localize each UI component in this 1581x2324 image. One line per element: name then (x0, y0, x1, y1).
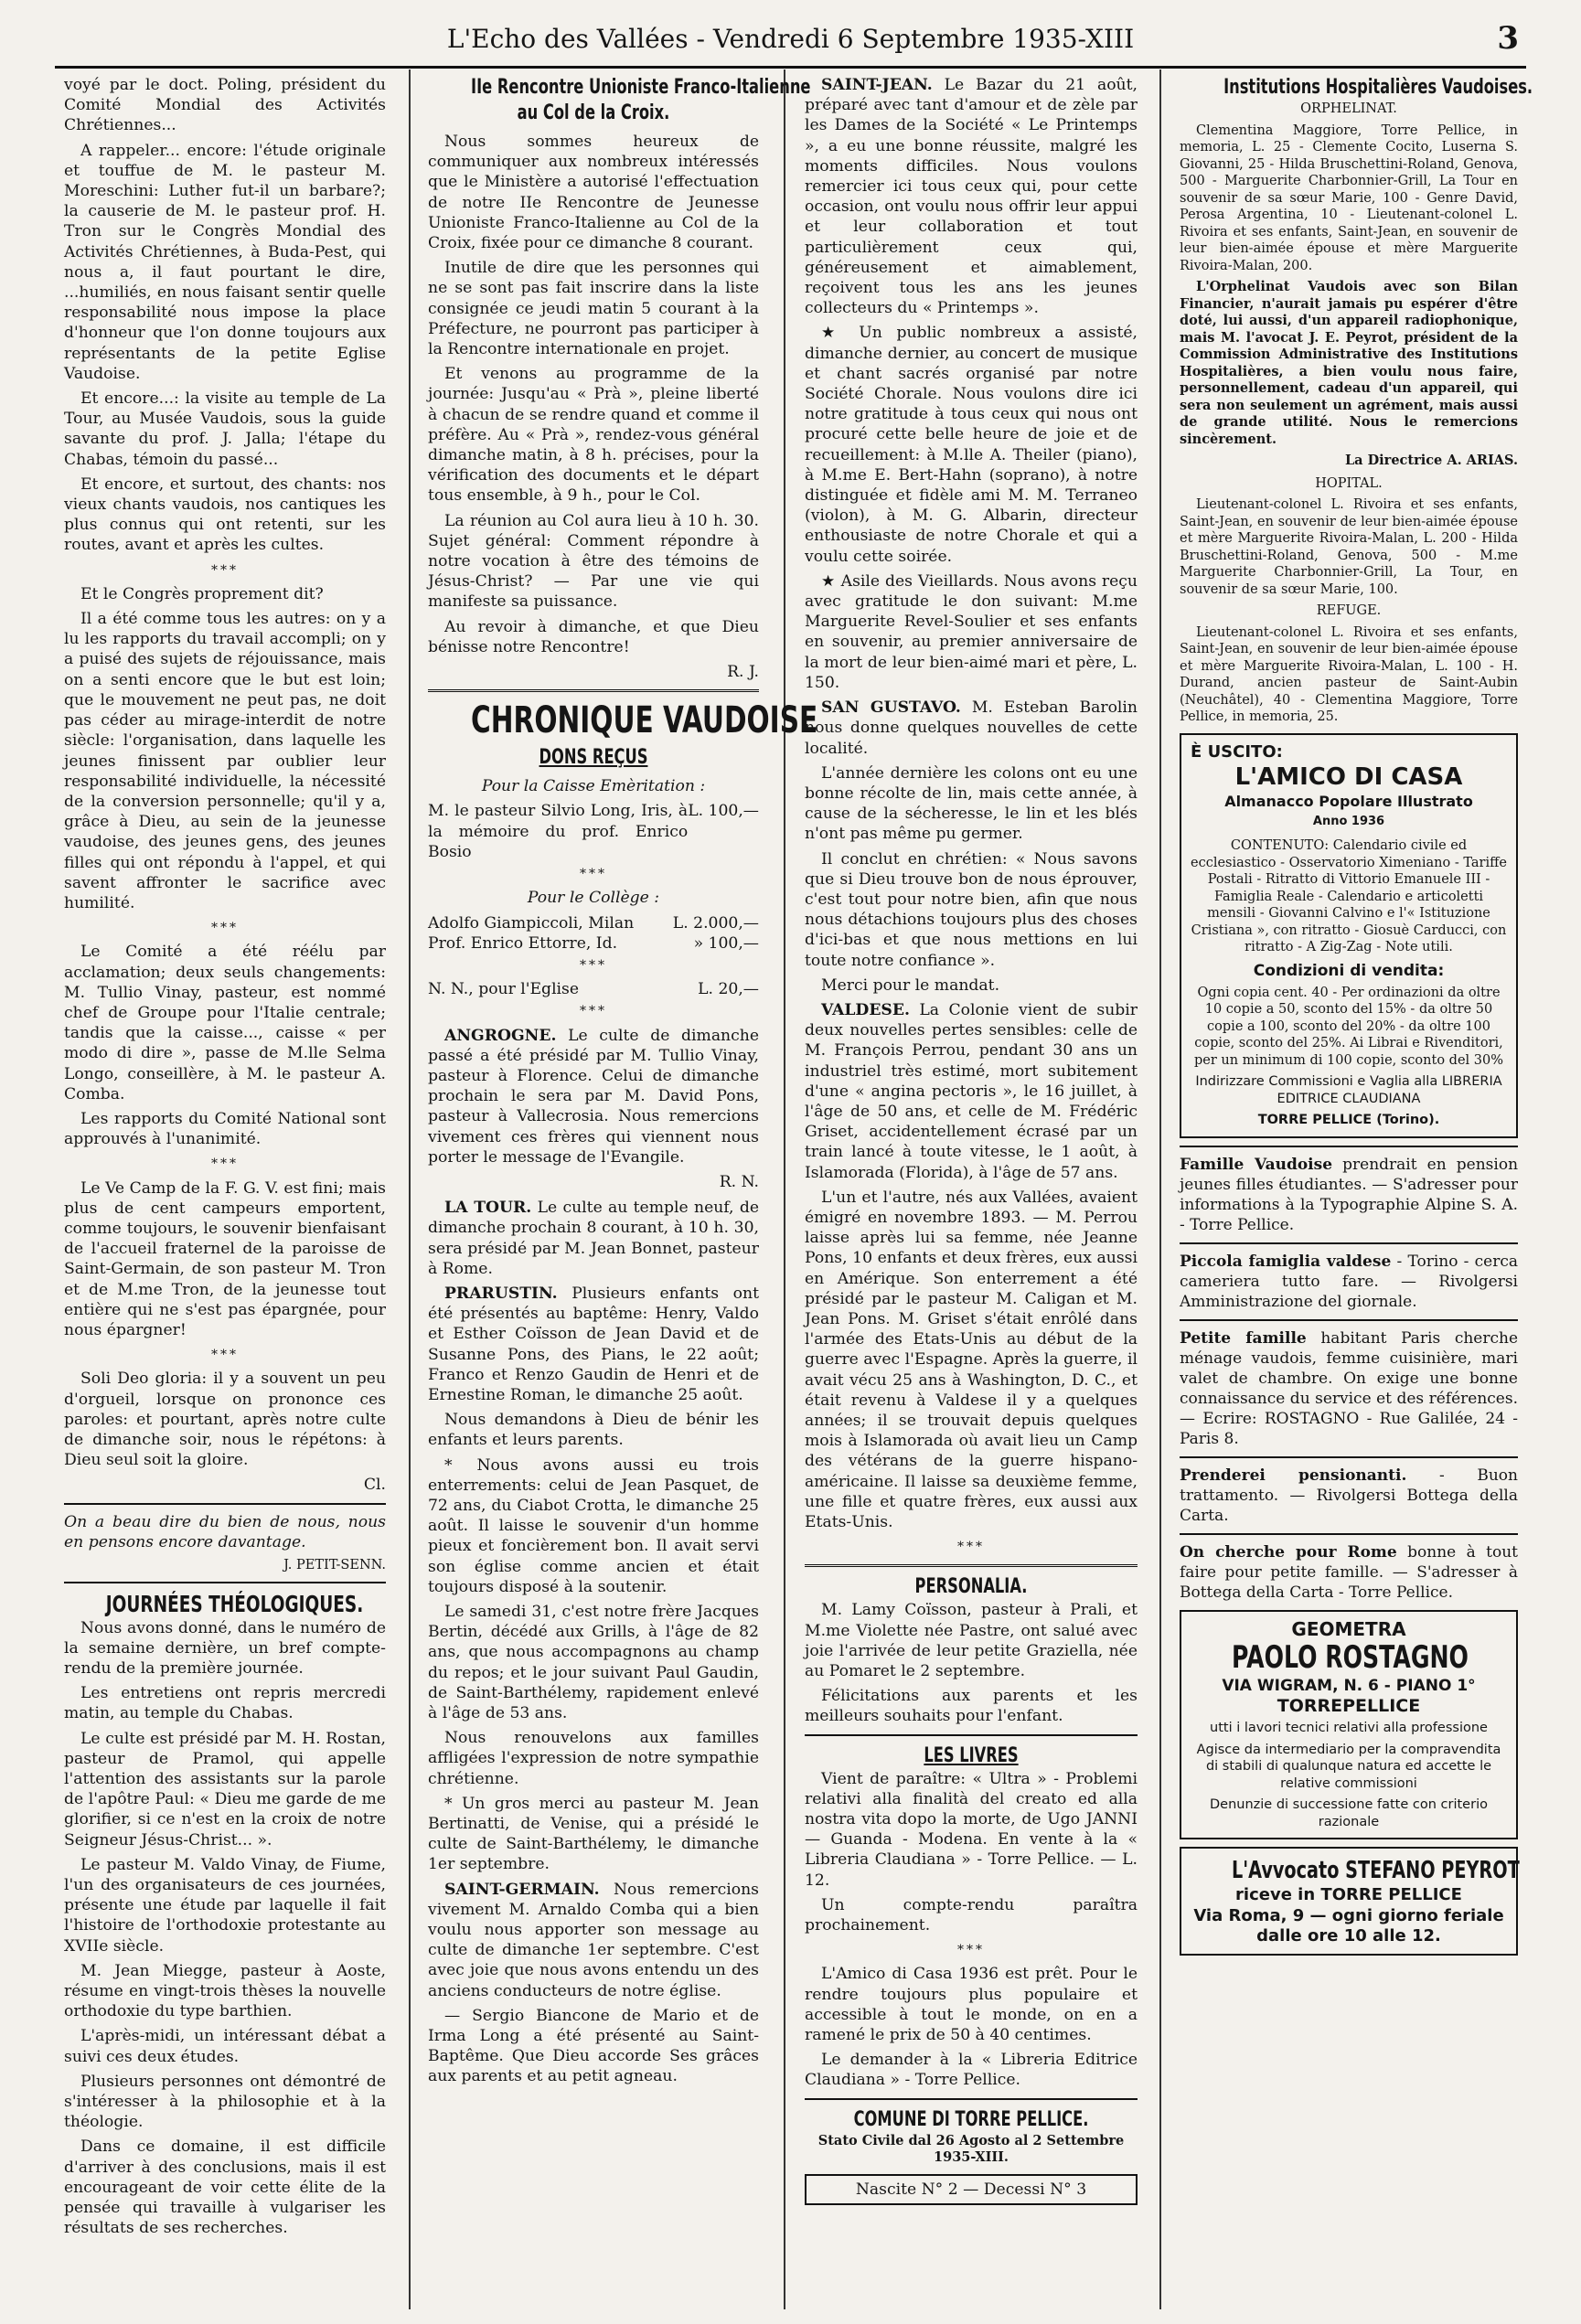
signature: Cl. (363, 1476, 386, 1495)
paragraph-text: Le culte de dimanche passé a été présidé par M. Tullio Vinay, pasteur à Florence. Celui de dimanche prochain le sera par M. David Pons, pasteur à Vallecrosia. Nous remercions vivement ces frères qui viennent nous porter le message de l'Evangile. (428, 1026, 759, 1167)
column-rule-1 (409, 69, 411, 2309)
paragraph: — Sergio Biancone de Mario et de Irma Long a été présenté au Saint-Baptême. Que Dieu accorde Ses grâces aux parents et au petit agneau. (428, 2006, 759, 2086)
paragraph-text: Nous remercions vivement M. Arnaldo Comba qui a bien voulu nous apporter son message au culte de dimanche 1er septembre. C'est avec joie que nous avons entendu un des anciens conducteurs de notre église. (428, 1880, 759, 2000)
ad-conditions: Ogni copia cent. 40 - Per ordinazioni da oltre 10 copie a 50, sconto del 15% - da oltre 50 copie a 100, sconto del 20% - da oltre 100 copie, sconto del 25%. Ai Librai e Rivenditori, per un minimum di 100 copie, sconto del 30% (1193, 985, 1504, 1068)
paragraph: Plusieurs personnes ont démontré de s'intéresser à la philosophie et à la théologie. (64, 2072, 386, 2132)
column-rule-2 (784, 69, 785, 2309)
paragraph: Le culte est présidé par M. H. Rostan, pasteur de Pramol, qui appelle l'attention des assistants sur la parole de l'apôtre Paul: « Dieu me garde de me glorifier, si ce n'est en la croix de notre Seigneur Jésus-Christ... ». (64, 1729, 386, 1850)
paragraph: Nous renouvelons aux familles affligées l'expression de notre sympathie chrétienne. (428, 1729, 759, 1788)
paragraph: Clementina Maggiore, Torre Pellice, in memoria, L. 25 - Clemente Cocito, Luserna S. Giovanni, 25 - Hilda Bruschettini-Roland, Genova, 500 - Marguerite Charbonnier-Grill, La Tour en souvenir de sa sœur Marie, 100 - Genre David, Perosa Argentina, 10 - Lieutenant-colonel L. Rivoira et ses enfants, Saint-Jean, en souvenir de leur bien-aimée épouse et mère Marguerite Rivoira-Malan, 200. (1180, 123, 1518, 273)
paragraph (805, 75, 1138, 318)
divider (805, 2098, 1138, 2100)
paragraph: Nous demandons à Dieu de bénir les enfants et leurs parents. (428, 1411, 759, 1450)
ad-line: Via Roma, 9 — ogni giorno feriale (1193, 1905, 1504, 1925)
don-row (428, 801, 759, 862)
section-title-institutions: Institutions Hospitalières Vaudoises. (1223, 76, 1533, 99)
paragraph: ★ Asile des Vieillards. Nous avons reçu avec gratitude le don suivant: M.me Marguerite Revel-Soulier et ses enfants en souvenir, au premier anniversaire de la mort de leur bien-aimé mari et père, L. 150. (805, 571, 1138, 692)
separator-stars: *** (580, 867, 607, 882)
classified-head: Prenderei pensionanti. (1180, 1466, 1407, 1485)
don-name: Prof. Enrico Ettorre, Id. (428, 933, 618, 953)
paragraph-text: M. Esteban Barolin nous donne quelques nouvelles de cette localité. (805, 698, 1138, 758)
divider (64, 1503, 386, 1505)
masthead (55, 18, 1526, 64)
subhead: ORPHELINAT. (1300, 101, 1397, 116)
paragraph: Lieutenant-colonel L. Rivoira et ses enfants, Saint-Jean, en souvenir de leur bien-aimée épouse et mère Marguerite Rivoira-Malan, L. 100 - H. Durand, ancien pasteur de Saint-Aubin (Neuchâtel), 40 - Clementina Maggiore, Torre Pellice, in memoria, 25. (1180, 624, 1518, 724)
amico-di-casa-ad (1180, 733, 1518, 1138)
section-title-comune: COMUNE DI TORRE PELLICE. (853, 2107, 1089, 2131)
paragraph: L'un et l'autre, nés aux Vallées, avaient émigré en novembre 1893. — M. Perrou laisse après lui sa femme, née Jeanne Pons, 10 enfants et deux frères, eux aussi en Amérique. Son enterrement a été présidé par le pasteur M. Caligan et M. Jean Pons. M. Griset s'était enrôlé dans l'armée des Etats-Unis au début de la guerre avec l'Espagne. Après la guerre, il avait vécu 25 ans à Washington, D. C., et était revenu à Valdese il y a quelques années; il se trouvait depuis quelques mois à Islamorada où avait lieu un Camp des vétérans de la guerre hispano-américaine. Il laisse sa deuxième femme, une fille et quatre frères, eux aussi aux Etats-Unis. (805, 1188, 1138, 1532)
section-subtitle-rencontre: au Col de la Croix. (517, 101, 670, 124)
separator-stars: *** (211, 1348, 239, 1363)
paragraph: Lieutenant-colonel L. Rivoira et ses enfants, Saint-Jean, en souvenir de leur bien-aimée épouse et mère Marguerite Rivoira-Malan, L. 200 - Hilda Bruschettini-Roland, Genova, 500 - M.me Marguerite Charbonnier-Grill, La Tour, en souvenir de sa sœur Marie, 100. (1180, 497, 1518, 597)
divider (1180, 1319, 1518, 1321)
paragraph: * Un gros merci au pasteur M. Jean Bertinatti, de Venise, qui a présidé le culte de Saint-Barthélemy, le dimanche 1er septembre. (428, 1794, 759, 1874)
paragraph: L'année dernière les colons ont eu une bonne récolte de lin, mais cette année, à cause de la sécheresse, le lin et les blés n'ont pas même pu germer. (805, 763, 1138, 844)
place-heading: SAN GUSTAVO. (821, 698, 961, 718)
paragraph: Le Comité a été réélu par acclamation; deux seuls changements: M. Tullio Vinay, pasteur, est nommé chef de Groupe pour l'Italie centrale; tandis que la caisse..., caisse « per modo di dire », passe de M.lle Selma Longo, conseillère, à M. le pasteur A. Comba. (64, 943, 386, 1103)
column-1 (64, 75, 386, 2306)
section-title-dons: DONS REÇUS (539, 746, 648, 770)
paragraph: Les rapports du Comité National sont approuvés à l'unanimité. (64, 1109, 386, 1149)
comune-subtitle: Stato Civile dal 26 Agosto al 2 Settembre 1935-XIII. (817, 2132, 1125, 2166)
masthead-title: L'Echo des Vallées - Vendredi 6 Septembre 1935-XIII (446, 24, 1135, 54)
paragraph: M. Jean Miegge, pasteur à Aoste, résume en vingt-trois thèses la nouvelle orthodoxie du type barthien. (64, 1961, 386, 2021)
separator-stars: *** (211, 921, 239, 936)
place-heading: SAINT-JEAN. (821, 76, 933, 94)
don-amount: L. 20,— (698, 980, 759, 999)
paragraph: Et encore, et surtout, des chants: nos vieux chants vaudois, nos cantiques les plus connus qui ont retenti, sur les routes, avant et après les cultes. (64, 474, 386, 555)
paragraph (428, 1284, 759, 1405)
paragraph: Le pasteur M. Valdo Vinay, de Fiume, l'un des organisateurs de ces journées, présente une étude par laquelle il fait l'histoire de l'orthodoxie protestante au XVIIe siècle. (64, 1855, 386, 1956)
masthead-rule (55, 66, 1526, 69)
dons-label: Pour la Caisse Emèritation : (481, 777, 706, 796)
paragraph: Vient de paraître: « Ultra » - Problemi relativi alla finalità del creato ed alla nostra vita dopo la morte, de Ugo JANNI — Guanda - Modena. En vente à la « Libreria Claudiana » - Torre Pellice. — L. 12. (805, 1769, 1138, 1890)
place-heading: SAINT-GERMAIN. (444, 1880, 600, 1899)
don-name: N. N., pour l'Eglise (428, 980, 580, 999)
comune-box: Nascite N° 2 — Decessi N° 3 (805, 2174, 1138, 2205)
classified-head: Famille Vaudoise (1180, 1155, 1333, 1174)
classified-head: On cherche pour Rome (1180, 1542, 1397, 1562)
paragraph: * Nous avons aussi eu trois enterrements: celui de Jean Pasquet, de 72 ans, du Ciabot Crotta, le dimanche 25 août. Il laisse le souvenir d'un homme pieux et foncièrement bon. Il avait servi son église comme ancien et était toujours disposé à la soutenir. (428, 1455, 759, 1596)
paragraph: Inutile de dire que les personnes qui ne se sont pas fait inscrire dans la liste consignée ce jeudi matin 5 courant à la Préfecture, ne pourront pas participer à la Rencontre internationale en projet. (428, 259, 759, 359)
ad-line: Denunzie di successione fatte con criterio razionale (1210, 1797, 1488, 1829)
avvocato-ad (1180, 1847, 1518, 1956)
paragraph: Un compte-rendu paraîtra prochainement. (805, 1895, 1138, 1935)
separator-stars: *** (580, 957, 607, 973)
separator-stars: *** (211, 1157, 239, 1172)
geometra-ad (1180, 1610, 1518, 1840)
section-title-chronique: CHRONIQUE VAUDOISE (471, 699, 818, 742)
paragraph-text: La Colonie vient de subir deux nouvelles pertes sensibles: celle de M. François Perrou, pendant 30 ans un industriel très estimé, mort subitement d'une « angina pectoris », le 16 juillet, à l'âge de 50 ans, et celle de M. Frédéric Griset, accidentellement écrasé par un train lancé à toute vitesse, le 1 août, à Islamorada (Florida), à l'âge de 57 ans. (805, 1000, 1138, 1182)
paragraph (428, 1198, 759, 1279)
paragraph: Le Ve Camp de la F. G. V. est fini; mais plus de cent campeurs emportent, comme toujours, le souvenir bienfaisant de l'accueil fraternel de la paroisse de Saint-Germain, de son pasteur M. Tron et de M.me Tron, de la jeunesse tout entière qui ne s'est pas épargnée, pour nous épargner! (64, 1178, 386, 1339)
classified-text: prendrait en pension jeunes filles étudiantes. — S'adresser pour informations à la Typographie Alpine S. A. - Torre Pellice. (1180, 1155, 1519, 1234)
paragraph: L'Amico di Casa 1936 est prêt. Pour le rendre toujours plus populaire et accessible à tout le monde, on en a ramené le prix de 50 à 40 centimes. (805, 1965, 1138, 2045)
paragraph: A rappeler... encore: l'étude originale et touffue de M. le pasteur M. Moreschini: Luther fut-il un barbare?; la causerie de M. le pasteur prof. H. Tron sur le Congrès Mondial des Activités Chrétiennes, à Buda-Pest, qui nous a, il faut pourtant le dire, ...humiliés, en nous faisant sentir quelle responsabilité nous impose la place d'honneur que l'on donne toujours aux représentants de la petite Eglise Vaudoise. (64, 141, 386, 383)
separator-stars: *** (211, 562, 239, 578)
don-amount: L. 2.000,— (672, 913, 759, 933)
classified-text: - Torino - cerca cameriera tutto fare. — Rivolgersi Amministrazione del giornale. (1180, 1252, 1519, 1311)
paragraph: Merci pour le mandat. (821, 975, 1000, 995)
section-title-personalia: PERSONALIA. (914, 1575, 1028, 1599)
divider (1180, 1242, 1518, 1244)
paragraph (428, 1026, 759, 1167)
subhead: HOPITAL. (1315, 475, 1383, 491)
divider (64, 1582, 386, 1583)
quote-author: J. PETIT-SENN. (283, 1558, 386, 1573)
ad-name: PAOLO ROSTAGNO (1231, 1639, 1469, 1677)
place-heading: PRARUSTIN. (444, 1284, 558, 1303)
paragraph: L'après-midi, un intéressant débat a suivi ces deux études. (64, 2027, 386, 2066)
ad-title: L'AMICO DI CASA (1234, 762, 1463, 791)
ad-subtitle: Almanacco Popolare Illustrato (1224, 792, 1473, 810)
classified-head: Piccola famiglia valdese (1180, 1252, 1392, 1271)
paragraph: Nous avons donné, dans le numéro de la semaine dernière, un bref compte-rendu de la première journée. (64, 1618, 386, 1678)
paragraph: voyé par le doct. Poling, président du Comité Mondial des Activités Chrétiennes... (64, 76, 386, 135)
separator-stars: *** (580, 1004, 607, 1019)
paragraph-text: Plusieurs enfants ont été présentés au baptême: Henry, Valdo et Esther Coïsson de Jean David et de Susanne Pons, des Pians, le 22 août; Franco et Renzo Gaudin de Henri et de Ernestine Roman, le dimanche 25 août. (428, 1284, 759, 1404)
paragraph: Nous sommes heureux de communiquer aux nombreux intéressés que le Ministère a autorisé l'effectuation de notre IIe Rencontre de Jeunesse Unioniste Franco-Italienne au Col de la Croix, fixée pour ce dimanche 8 courant. (428, 133, 759, 253)
classified-text: habitant Paris cherche ménage vaudois, femme cuisinière, mari valet de chambre. On exige une bonne connaissance du service et des références. — Ecrire: ROSTAGNO - Rue Galilée, 24 - Paris 8. (1180, 1328, 1519, 1448)
ad-line: dalle ore 10 alle 12. (1256, 1925, 1441, 1946)
ad-line: riceve in TORRE PELLICE (1235, 1885, 1462, 1905)
section-title-journees: JOURNÉES THÉOLOGIQUES. (105, 1590, 364, 1617)
classified-ad (1180, 1155, 1518, 1235)
ad-kicker: È USCITO: (1191, 741, 1283, 762)
quote: On a beau dire du bien de nous, nous en pensons encore davantage. (64, 1512, 386, 1551)
paragraph (805, 1000, 1138, 1183)
ad-address: Indirizzare Commissioni e Vaglia alla LIBRERIA EDITRICE CLAUDIANA (1195, 1074, 1502, 1106)
ad-conditions-title: Condizioni di vendita: (1253, 961, 1445, 980)
separator-stars: *** (957, 1943, 985, 1958)
ad-content: CONTENUTO: Calendario civile ed ecclesiastico - Osservatorio Ximeniano - Tariffe Postali - Ritratto di Vittorio Emanuele III - Famiglia Reale - Calendario e articoletti mensili - Giovanni Calvino e l'« Istituzione Cristiana », con ritratto - Giosuè Carducci, con ritratto - A Zig-Zag - Note utili. (1191, 838, 1507, 955)
paragraph: Le samedi 31, c'est notre frère Jacques Bertin, décédé aux Grills, à l'âge de 82 ans, que nous accompagnons au champ du repos; et le jour suivant Paul Gaudin, de Saint-Barthélemy, rapidement enlevé à l'âge de 53 ans. (428, 1603, 759, 1723)
divider (428, 689, 759, 692)
signature: R. N. (719, 1172, 759, 1191)
classified-ad (1180, 1252, 1518, 1312)
subhead: REFUGE. (1316, 603, 1382, 618)
section-title-livres: LES LIVRES (924, 1743, 1019, 1767)
column-2 (428, 75, 818, 2306)
don-row (428, 933, 759, 954)
classified-ad (1180, 1542, 1518, 1603)
paragraph (428, 1880, 759, 2001)
classified-head: Petite famille (1180, 1328, 1307, 1348)
paragraph: ★ Un public nombreux a assisté, dimanche dernier, au concert de musique et chant sacrés organisé par notre Société Chorale. Nous voulons dire ici notre gratitude à tous ceux qui nous ont procuré cette belle heure de joie et de recueillement: à M.lle A. Theiler (piano), à M.me E. Bert-Hahn (soprano), à notre distinguée et fidèle ami M. M. Terraneo (violon), à M. G. Albarin, directeur enthousiaste de notre Chorale et qui a voulu cette soirée. (805, 324, 1138, 566)
classified-text: bonne à tout faire pour petite famille. — S'adresser à Bottega della Carta - Torre Pellice. (1180, 1542, 1518, 1602)
place-heading: LA TOUR. (444, 1199, 532, 1218)
divider (805, 1564, 1138, 1567)
don-amount: L. 100,— (688, 802, 759, 821)
page-number: 3 (1497, 20, 1519, 57)
paragraph: Le demander à la « Libreria Editrice Claudiana » - Torre Pellice. (805, 2051, 1138, 2090)
paragraph: L'Orphelinat Vaudois avec son Bilan Financier, n'aurait jamais pu espérer d'être doté, lui aussi, d'un appareil radiophonique, mais M. l'avocat J. E. Peyrot, président de la Commission Administrative des Institutions Hospitalières, a bien voulu nous faire, personnellement, cadeau d'un appareil, qui sera non seulement un agrément, mais aussi de grande utilité. Nous le remercions sincèrement. (1180, 279, 1518, 447)
paragraph: Il conclut en chrétien: « Nous savons que si Dieu trouve bon de nous éprouver, c'est tout pour notre bien, afin que nous nous détachions toujours plus des choses d'ici-bas et que nous mettions en lui toute notre confiance ». (805, 849, 1138, 970)
signature: R. J. (727, 663, 759, 682)
ad-line: Agisce da intermediario per la compravendita di stabili di qualunque natura ed accette le relative commissioni (1196, 1742, 1501, 1791)
classified-ad (1180, 1328, 1518, 1449)
don-row (428, 913, 759, 933)
ad-address-city: TORRE PELLICE (Torino). (1257, 1113, 1440, 1128)
classified-text: - Buon trattamento. — Rivolgersi Bottega della Carta. (1180, 1466, 1518, 1525)
divider (1180, 1456, 1518, 1458)
paragraph-text: Le culte au temple neuf, de dimanche prochain 8 courant, à 10 h. 30, sera présidé par M. Jean Bonnet, pasteur à Rome. (428, 1199, 759, 1278)
paragraph: Il a été comme tous les autres: on y a lu les rapports du travail accompli; on y a puisé des sujets de réjouissance, mais on a senti encore que le but est loin; que le mouvement ne peut pas, ne doit pas céder au mirage-interdit de notre siècle: l'organisation, dans laquelle les jeunes finissent par oublier leur responsabilité individuelle, la nécessité de la conversion personnelle; qu'il y a, grâce à Dieu, au sein de la jeunesse vaudoise, des jeunes gens, des jeunes filles qui ont répondu à l'appel, et qui savent affronter le sacrifice avec humilité. (64, 610, 386, 912)
don-row (428, 979, 759, 999)
don-name: Adolfo Giampiccoli, Milan (428, 913, 635, 933)
column-rule-3 (1159, 69, 1161, 2309)
paragraph: Et le Congrès proprement dit? (80, 584, 324, 603)
ad-address: VIA WIGRAM, N. 6 - PIANO 1° (1222, 1677, 1476, 1696)
column-3 (805, 75, 1138, 2306)
paragraph: Soli Deo gloria: il y a souvent un peu d'orgueil, lorsque on prononce ces paroles: et pourtant, après notre culte de dimanche soir, nous le répétons: à Dieu seul soit la gloire. (64, 1370, 386, 1470)
ad-title: L'Avvocato STEFANO PEYROT (1231, 1857, 1520, 1885)
classified-ad (1180, 1466, 1518, 1526)
paragraph-text: Le Bazar du 21 août, préparé avec tant d'amour et de zèle par les Dames de la Société « Le Printemps », a eu une bonne réussite, malgré les moments difficiles. Nous voulons remercier ici tous ceux qui, pour cette occasion, ont voulu nous offrir leur appui et leur collaboration et tout particulièrement ceux qui, généreusement et aimablement, reçoivent tous les ans les jeunes collecteurs du « Printemps ». (805, 76, 1138, 318)
paragraph: Et encore...: la visite au temple de La Tour, au Musée Vaudois, sous la guide savante du prof. J. Jalla; l'étape du Chabas, témoin du passé... (64, 389, 386, 469)
paragraph (805, 698, 1138, 759)
column-4 (1180, 75, 1533, 2306)
ad-line: utti i lavori tecnici relativi alla professione (1210, 1721, 1488, 1736)
place-heading: ANGROGNE. (444, 1026, 557, 1045)
signature: La Directrice A. ARIAS. (1344, 453, 1518, 468)
don-name: M. le pasteur Silvio Long, Iris, à la mémoire du prof. Enrico Bosio (428, 802, 689, 861)
paragraph: La réunion au Col aura lieu à 10 h. 30. Sujet général: Comment répondre à notre vocation à être des témoins de Jésus-Christ? — Par une vie qui manifeste sa puissance. (428, 511, 759, 612)
ad-label: GEOMETRA (1291, 1617, 1406, 1640)
paragraph: M. Lamy Coïsson, pasteur à Prali, et M.me Violette née Pastre, ont salué avec joie l'arrivée de leur petite Graziella, née au Pomaret le 2 septembre. (805, 1601, 1138, 1681)
paragraph: Et venons au programme de la journée: Jusqu'au « Prà », pleine liberté à chacun de se rendre quand et comme il préfère. Au « Prà », rendez-vous général dimanche matin, à 8 h. précises, pour la vérification des documents et le départ tous ensemble, à 9 h., pour le Col. (428, 365, 759, 506)
paragraph: Au revoir à dimanche, et que Dieu bénisse notre Rencontre! (428, 617, 759, 656)
separator-stars: *** (957, 1540, 985, 1555)
divider (1180, 1533, 1518, 1535)
ad-year: Anno 1936 (1312, 814, 1385, 828)
paragraph: Les entretiens ont repris mercredi matin, au temple du Chabas. (64, 1684, 386, 1723)
don-amount: » 100,— (693, 933, 759, 953)
divider (805, 1734, 1138, 1736)
paragraph: Dans ce domaine, il est difficile d'arriver à des conclusions, mais il est encourageant de voir cette élite de la pensée qui travaille à vulgariser les résultats de ses recherches. (64, 2137, 386, 2238)
place-heading: VALDESE. (821, 1000, 910, 1019)
section-title-rencontre: IIe Rencontre Unioniste Franco-Italienne (471, 76, 811, 99)
divider (1180, 1146, 1518, 1147)
dons-label: Pour le Collège : (527, 889, 660, 908)
paragraph: Félicitations aux parents et les meilleurs souhaits pour l'enfant. (805, 1687, 1138, 1726)
ad-city: TORREPELLICE (1277, 1696, 1421, 1717)
